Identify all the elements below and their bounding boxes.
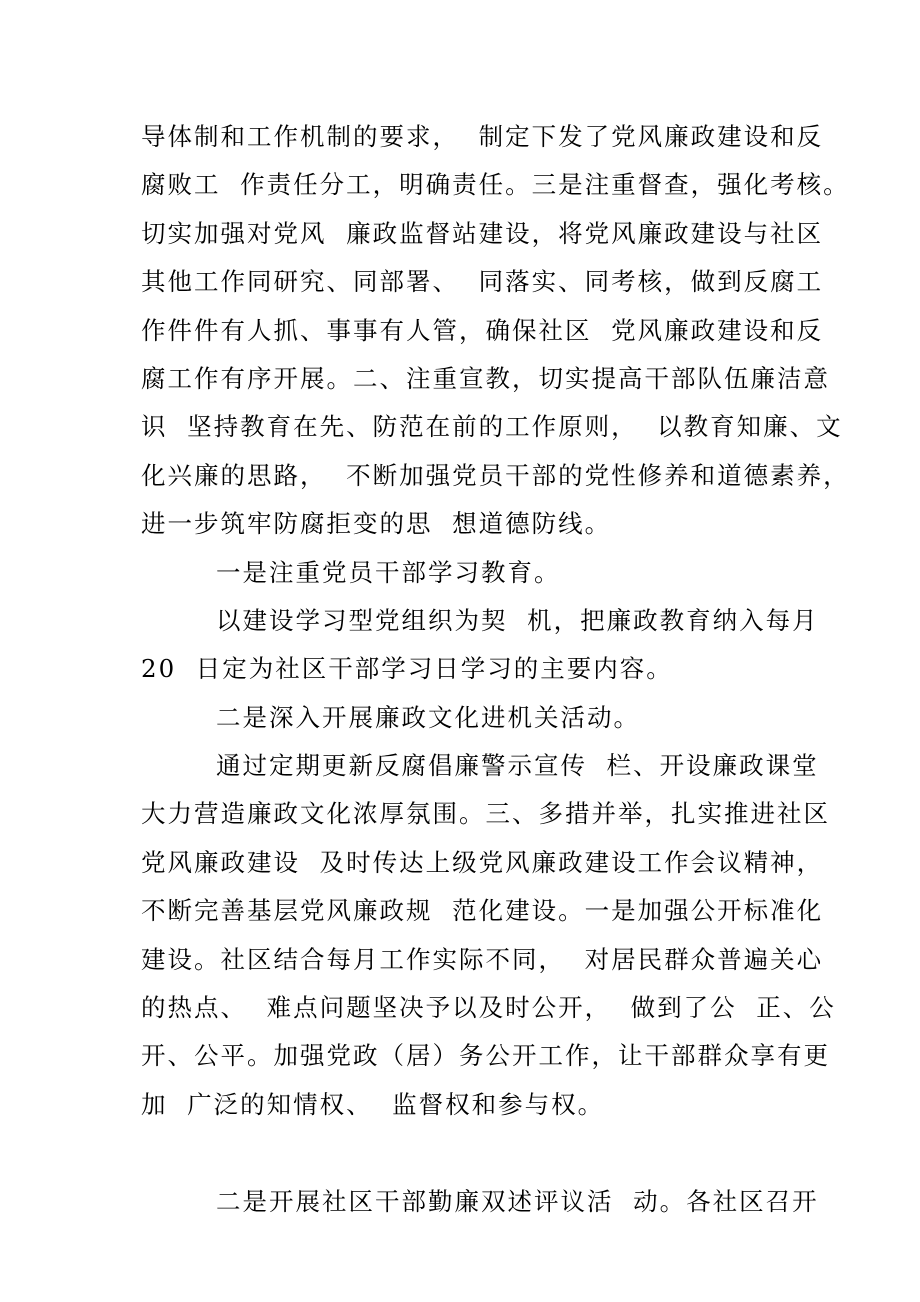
text-line: 开、公平。加强党政（居）务公开工作，让干部群众享有更	[141, 1041, 830, 1071]
text-line: 党风廉政建设 及时传达上级党风廉政建设工作会议精神，	[141, 847, 824, 877]
text-line-indented: 二是开展社区干部勤廉双述评议活 动。各社区召开	[216, 1186, 819, 1216]
text-line-indented: 以建设学习型党组织为契 机，把廉政教育纳入每月	[216, 605, 819, 635]
document-body	[141, 113, 850, 1226]
text-line-indented: 一是注重党员干部学习教育。	[216, 557, 561, 587]
text-line: 加 广泛的知情权、 监督权和参与权。	[141, 1089, 605, 1119]
text-line: 不断完善基层党风廉政规 范化建设。一是加强公开标准化	[141, 896, 824, 926]
text-line: 大力营造廉政文化浓厚氛围。三、多措并举，扎实推进社区	[141, 799, 830, 829]
text-line: 20 日定为社区干部学习日学习的主要内容。	[141, 654, 673, 684]
text-line: 作件件有人抓、事事有人管，确保社区 党风廉政建设和反	[141, 315, 824, 345]
text-line-indented: 通过定期更新反腐倡廉警示宣传 栏、开设廉政课堂	[216, 751, 819, 781]
text-line: 建设。社区结合每月工作实际不同， 对居民群众普遍关心	[141, 944, 824, 974]
text-line: 其他工作同研究、同部署、 同落实、同考核，做到反腐工	[141, 267, 824, 297]
text-line: 腐工作有序开展。二、注重宣教，切实提高干部队伍廉洁意	[141, 363, 830, 393]
text-line: 导体制和工作机制的要求， 制定下发了党风廉政建设和反	[141, 122, 824, 151]
text-line: 进一步筑牢防腐拒变的思 想道德防线。	[141, 509, 612, 539]
text-line: 识 坚持教育在先、防范在前的工作原则， 以教育知廉、文	[141, 412, 843, 442]
text-line: 化兴廉的思路， 不断加强党员干部的党性修养和道德素养，	[141, 460, 850, 490]
text-line: 切实加强对党风 廉政监督站建设，将党风廉政建设与社区	[141, 218, 824, 248]
text-line-indented: 二是深入开展廉政文化进机关活动。	[216, 702, 640, 732]
blank-line	[141, 1129, 781, 1177]
text-line: 腐败工 作责任分工，明确责任。三是注重督查，强化考核。	[141, 170, 850, 200]
text-line: 的热点、 难点问题坚决予以及时公开， 做到了公 正、公	[141, 993, 836, 1023]
